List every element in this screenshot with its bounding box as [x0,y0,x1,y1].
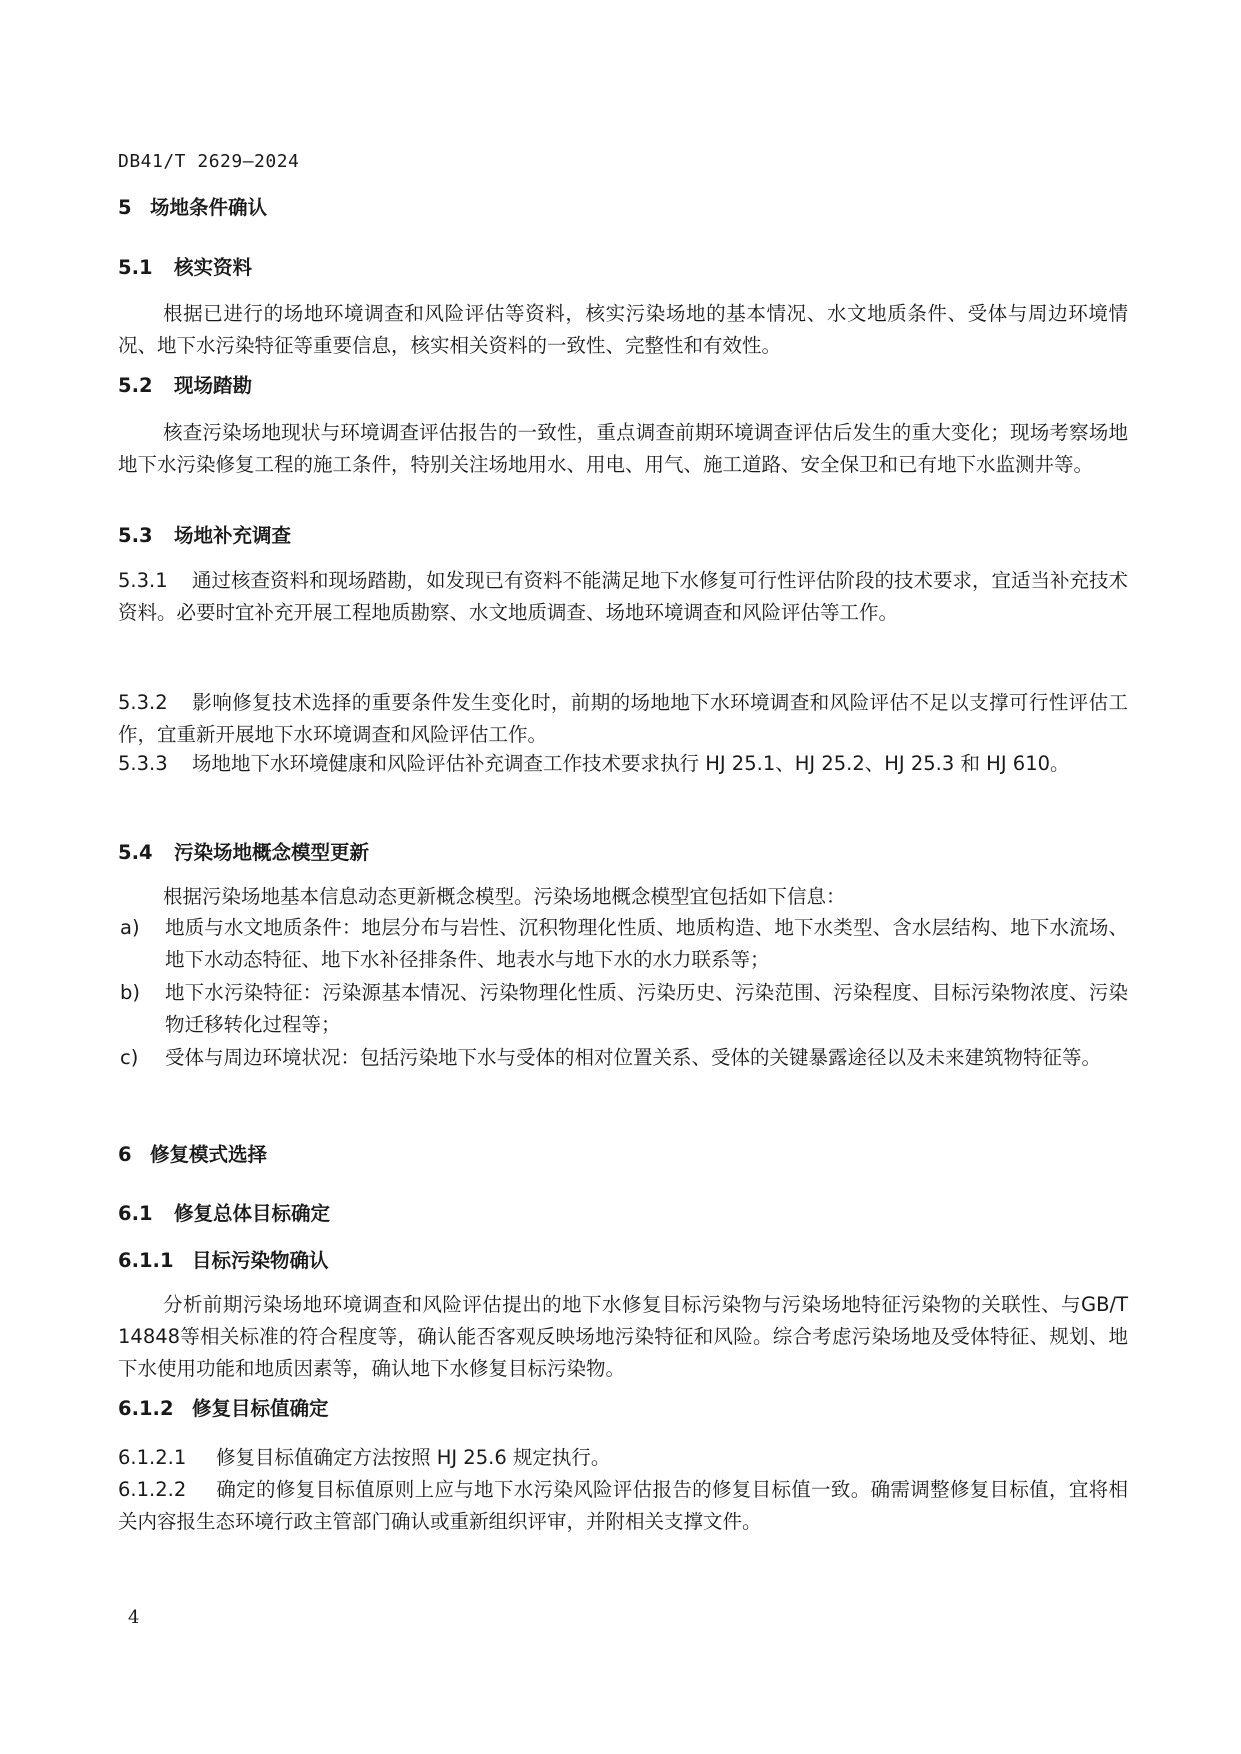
clause-number: 6.1.2.1 [118,1446,187,1469]
clause-5-3-1 [118,565,1128,629]
clause-text: 修复目标值确定方法按照 HJ 25.6 规定执行。 [216,1446,611,1469]
list-text: 受体与周边环境状况：包括污染地下水与受体的相对位置关系、受体的关键暴露途径以及未来建筑物特征等。 [165,1046,1102,1069]
section-5-1-heading [118,256,1128,280]
clause-number: 5.3.3 [118,752,168,775]
section-number: 5.3 [118,524,153,547]
section-title: 场地条件确认 [150,196,268,219]
clause-number: 5.3.2 [118,691,168,714]
section-title: 修复目标值确定 [192,1397,329,1420]
clause-text: 场地地下水环境健康和风险评估补充调查工作技术要求执行 HJ 25.1、HJ 25.2、HJ 25.3 和 HJ 610。 [192,752,1070,775]
section-title: 污染场地概念模型更新 [174,841,370,864]
section-title: 核实资料 [174,256,253,279]
section-title: 现场踏勘 [174,374,253,397]
section-title: 目标污染物确认 [192,1249,329,1272]
section-6-heading [118,1143,1128,1167]
section-title: 场地补充调查 [174,524,292,547]
section-number: 5.4 [118,841,153,864]
section-number: 6.1.1 [118,1249,174,1272]
section-number: 6.1 [118,1202,153,1225]
clause-text: 通过核查资料和现场踏勘，如发现已有资料不能满足地下水修复可行性评估阶段的技术要求，宜适当补充技术资料。必要时宜补充开展工程地质勘察、水文地质调查、场地环境调查和风险评估等工作。 [118,569,1129,624]
clause-5-3-3 [118,748,1128,780]
list-text: 地下水污染特征：污染源基本情况、污染物理化性质、污染历史、污染范围、污染程度、目标污染物浓度、污染物迁移转化过程等； [165,981,1128,1036]
section-number: 5.1 [118,256,153,279]
section-number: 5 [118,196,132,219]
section-6-1-heading [118,1202,1128,1226]
section-number: 6.1.2 [118,1397,174,1420]
page-number: 4 [128,1607,140,1628]
section-number: 5.2 [118,374,153,397]
section-number: 6 [118,1143,132,1166]
section-5-2-body: 核查污染场地现状与环境调查评估报告的一致性，重点调查前期环境调查评估后发生的重大变化；现场考察场地地下水污染修复工程的施工条件，特别关注场地用水、用电、用气、施工道路、安全保卫和已有地下水监测井等。 [118,421,1128,476]
section-5-4-intro: 根据污染场地基本信息动态更新概念模型。污染场地概念模型宜包括如下信息： [163,885,846,908]
clause-6-1-2-1 [118,1442,1128,1474]
section-5-3-heading [118,524,1128,548]
clause-5-3-2 [118,687,1128,751]
list-label: b) [120,981,140,1004]
list-item [120,1042,1128,1074]
list-item [120,912,1128,976]
section-title: 修复总体目标确定 [174,1202,331,1225]
section-5-4-heading [118,841,1128,865]
section-6-1-1-body: 分析前期污染场地环境调查和风险评估提出的地下水修复目标污染物与污染场地特征污染物的关联性、与GB/T 14848等相关标准的符合程度等，确认能否客观反映场地污染特征和风险。综合考虑污染场地及受体特征、规划、地下水使用功能和地质因素等，确认地下水修复目标污染物。 [118,1293,1128,1380]
clause-text: 确定的修复目标值原则上应与地下水污染风险评估报告的修复目标值一致。确需调整修复目标值，宜将相关内容报生态环境行政主管部门确认或重新组织评审，并附相关支撑文件。 [118,1478,1128,1533]
list-text: 地质与水文地质条件：地层分布与岩性、沉积物理化性质、地质构造、地下水类型、含水层结构、地下水流场、地下水动态特征、地下水补径排条件、地表水与地下水的水力联系等； [165,916,1128,971]
clause-6-1-2-2 [118,1474,1128,1538]
list-label: c) [120,1046,139,1069]
list-label: a) [120,916,140,939]
section-6-1-1-heading [118,1249,1128,1273]
clause-text: 影响修复技术选择的重要条件发生变化时，前期的场地地下水环境调查和风险评估不足以支撑可行性评估工作，宜重新开展地下水环境调查和风险评估工作。 [118,691,1128,746]
section-5-1-body: 根据已进行的场地环境调查和风险评估等资料，核实污染场地的基本情况、水文地质条件、受体与周边环境情况、地下水污染特征等重要信息，核实相关资料的一致性、完整性和有效性。 [118,302,1128,357]
standard-code: DB41/T 2629—2024 [118,151,300,172]
list-item [120,977,1128,1041]
clause-number: 6.1.2.2 [118,1478,187,1501]
section-5-heading [118,196,1128,220]
section-5-2-heading [118,374,1128,398]
section-6-1-2-heading [118,1397,1128,1421]
clause-number: 5.3.1 [118,569,168,592]
section-title: 修复模式选择 [150,1143,268,1166]
